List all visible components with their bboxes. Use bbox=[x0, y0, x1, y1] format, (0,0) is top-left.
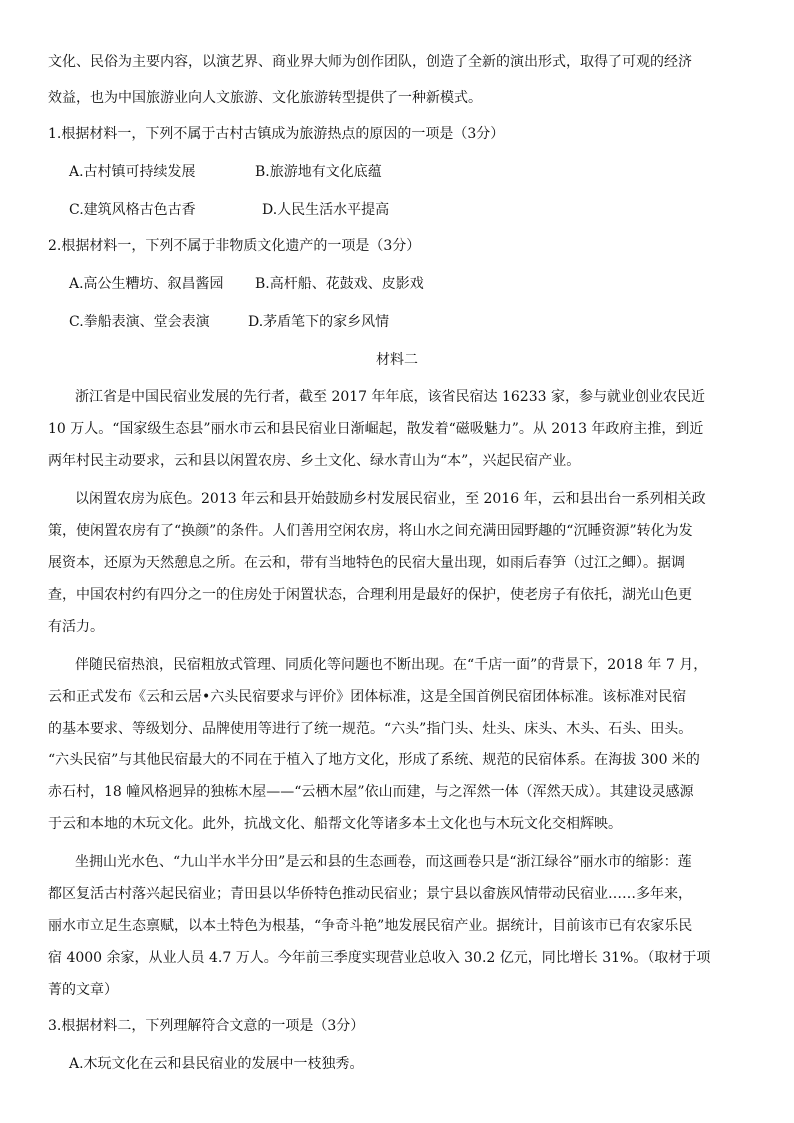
question-1-stem: 1.根据材料一，下列不属于古村古镇成为旅游热点的原因的一项是（3分） bbox=[48, 126, 505, 142]
paragraph-2-line: 展资本，还原为天然憩息之所。在云和，带有当地特色的民宿大量出现，如雨后春笋（过江之鲫）。据调 bbox=[48, 555, 685, 571]
paragraph-3-line: 云和正式发布《云和云居•六头民宿要求与评价》团体标准，这是全国首例民宿团体标准。该标准对民宿 bbox=[48, 689, 687, 705]
question-2-stem: 2.根据材料一，下列不属于非物质文化遗产的一项是（3分） bbox=[48, 238, 421, 254]
paragraph-4-line: 都区复活古村落兴起民宿业；青田县以华侨特色推动民宿业；景宁县以畲族风情带动民宿业……多年来， bbox=[48, 886, 692, 902]
q1-option-c: C.建筑风格古色古香 bbox=[69, 202, 196, 218]
q1-option-a: A.古村镇可持续发展 bbox=[69, 164, 196, 180]
intro-line: 效益，也为中国旅游业向人文旅游、文化旅游转型提供了一种新模式。 bbox=[48, 90, 482, 106]
q1-option-b: B.旅游地有文化底蕴 bbox=[255, 164, 382, 180]
question-3-stem: 3.根据材料二，下列理解符合文意的一项是（3分） bbox=[48, 1018, 365, 1034]
paragraph-3-line: 的基本要求、等级划分、品牌使用等进行了统一规范。“六头”指门头、灶头、床头、木头、石头、田头。 bbox=[48, 721, 693, 737]
paragraph-1-line: 浙江省是中国民宿业发展的先行者，截至 2017 年年底，该省民宿达 16233 家，参与就业创业农民近 bbox=[75, 389, 705, 405]
q1-option-d: D.人民生活水平提高 bbox=[262, 202, 390, 218]
q2-option-c: C.拳船表演、堂会表演 bbox=[69, 314, 210, 330]
paragraph-4-line: 坐拥山光水色、“九山半水半分田”是云和县的生态画卷，而这画卷只是“浙江绿谷”丽水市的缩影：莲 bbox=[75, 854, 692, 870]
paragraph-4-line: 丽水市立足生态禀赋，以本土特色为根基，“争奇斗艳”地发展民宿产业。据统计，目前该市已有农家乐民 bbox=[48, 918, 693, 934]
paragraph-3-line: 伴随民宿热浪，民宿粗放式管理、同质化等问题也不断出现。在“千店一面”的背景下，2018 年 7 月， bbox=[75, 657, 708, 673]
q2-option-b: B.高杆船、花鼓戏、皮影戏 bbox=[255, 276, 424, 292]
paragraph-4-line: 菁的文章） bbox=[48, 982, 118, 998]
paragraph-2-line: 以闲置农房为底色。2013 年云和县开始鼓励乡村发展民宿业，至 2016 年，云和县出台一系列相关政 bbox=[75, 491, 706, 507]
paragraph-3-line: 于云和本地的木玩文化。此外，抗战文化、船帮文化等诸多本土文化也与木玩文化交相辉映。 bbox=[48, 816, 622, 832]
paragraph-2-line: 查，中国农村约有四分之一的住房处于闲置状态，合理利用是最好的保护，使老房子有依托，湖光山色更 bbox=[48, 587, 692, 603]
paragraph-1-line: 两年村民主动要求，云和县以闲置农房、乡土文化、绿水青山为“本”，兴起民宿产业。 bbox=[48, 453, 581, 469]
q2-option-d: D.茅盾笔下的家乡风情 bbox=[248, 314, 390, 330]
q2-option-a: A.高公生糟坊、叙昌酱园 bbox=[69, 276, 224, 292]
paragraph-2-line: 有活力。 bbox=[48, 619, 104, 635]
material-2-heading: 材料二 bbox=[376, 352, 418, 368]
paragraph-2-line: 策，使闲置农房有了“换颜”的条件。人们善用空闲农房，将山水之间充满田园野趣的“沉睡资源”转化为发 bbox=[48, 523, 693, 539]
paragraph-3-line: “六头民宿”与其他民宿最大的不同在于植入了地方文化，形成了系统、规范的民宿体系。在海拔 300 米的 bbox=[48, 752, 700, 768]
paragraph-1-line: 10 万人。“国家级生态县”丽水市云和县民宿业日渐崛起，散发着“磁吸魅力”。从 2013 年政府主推，到近 bbox=[48, 421, 704, 437]
intro-line: 文化、民俗为主要内容，以演艺界、商业界大师为创作团队，创造了全新的演出形式，取得了可观的经济 bbox=[48, 54, 692, 70]
paragraph-3-line: 赤石村，18 幢风格迥异的独栋木屋——“云栖木屋”依山而建，与之浑然一体（浑然天成）。其建设灵感源 bbox=[48, 784, 694, 800]
paragraph-4-line: 宿 4000 余家，从业人员 4.7 万人。今年前三季度实现营业总收入 30.2 亿元，同比增长 31%。（取材于项 bbox=[48, 950, 711, 966]
q3-option-a: A.木玩文化在云和县民宿业的发展中一枝独秀。 bbox=[69, 1056, 364, 1072]
